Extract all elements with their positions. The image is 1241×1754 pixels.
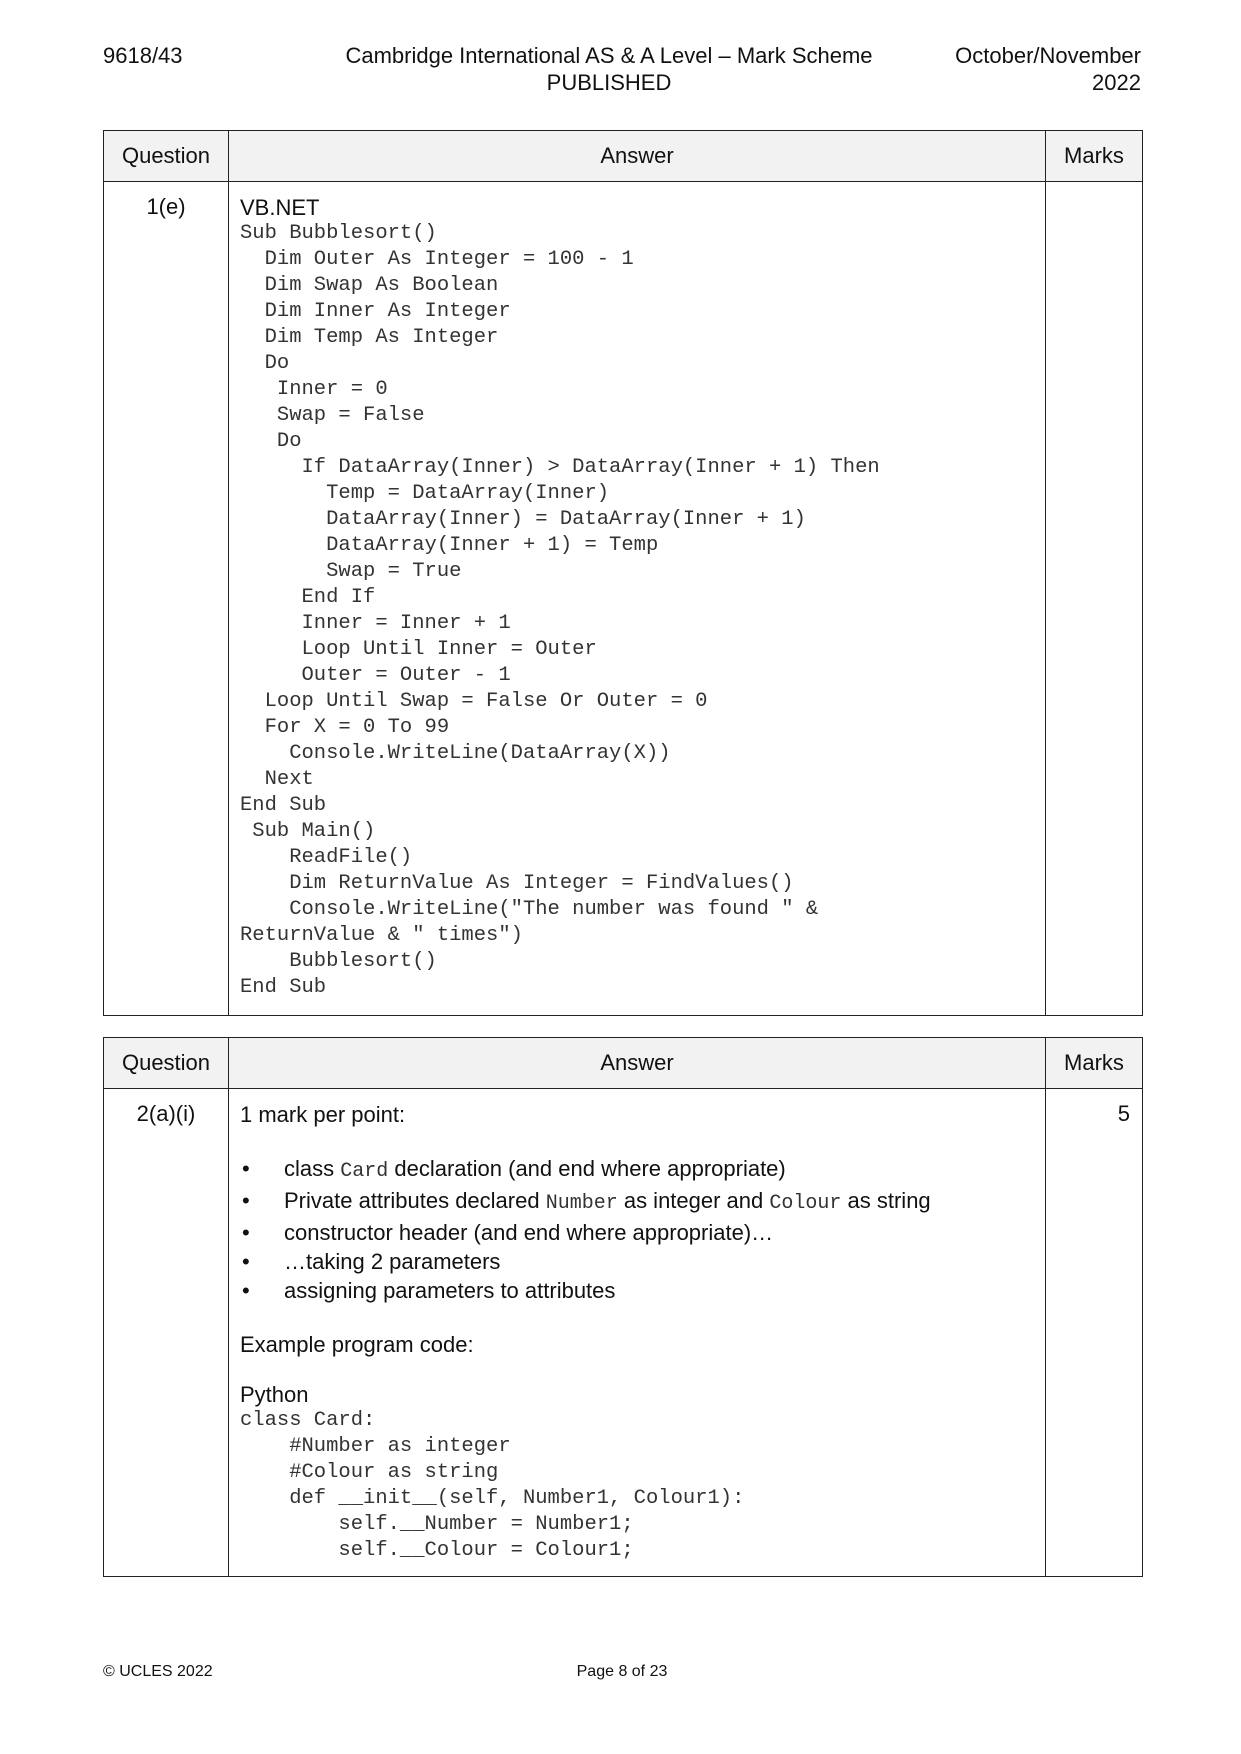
mark-intro: 1 mark per point: [240,1102,406,1127]
mark-points-list [240,1154,1035,1305]
list-item: • assigning parameters to attributes [284,1276,1035,1305]
table-header-row [104,1038,1143,1089]
marks-value: 5 [1046,1089,1143,1577]
answer-header: Answer [229,131,1046,182]
python-code-block: class Card: #Number as integer #Colour as string def __init__(self, Number1, Colour1): self.__Number = Number1; self.__Colour = Colour1; [240,1409,745,1562]
language-label: VB.NET [240,195,320,220]
table-header-row [104,131,1143,182]
inline-code: Card [340,1160,389,1183]
list-item: • constructor header (and end where appropriate)… [284,1218,1035,1247]
page-header [103,42,1141,102]
session-month: October/November [955,43,1141,68]
bullet-text: as string [841,1188,931,1213]
header-subtitle: PUBLISHED [546,70,672,95]
inline-code: Number [545,1192,618,1215]
copyright: © UCLES 2022 [103,1663,213,1680]
exam-session [955,42,1141,96]
question-header: Question [104,131,229,182]
list-item [284,1154,1035,1186]
header-title: Cambridge International AS & A Level – Mark Scheme [345,43,873,68]
list-item [284,1186,1035,1218]
question-number: 2(a)(i) [104,1089,229,1577]
paper-code: 9618/43 [103,43,183,68]
bullet-text: Private attributes declared [284,1188,546,1213]
answer-cell [229,182,1046,1016]
question-header: Question [104,1038,229,1089]
vbnet-code-block: Sub Bubblesort() Dim Outer As Integer = 100 - 1 Dim Swap As Boolean Dim Inner As Integer Dim Temp As Integer Do Inner = 0 Swap = False Do If DataArray(Inner) > DataArray(Inner + 1) Then Temp = DataArray(Inner) DataArray(Inner) = DataArray(Inner + 1) DataArray(Inner + 1) = Temp Swap = True End If Inner = Inner + 1 Loop Until Inner = Outer Outer = Outer - 1 Loop Until Swap = False Or Outer = 0 For X = 0 To 99 Console.WriteLine(DataArray(X)) Next End Sub Sub Main() ReadFile() Dim ReturnValue As Integer = FindValues() Console.WriteLine("The number was found " & ReturnValue & " times") Bubblesort() End Sub [240,222,880,999]
table-row [104,1089,1143,1577]
inline-code: Colour [769,1192,842,1215]
language-label: Python [240,1382,309,1407]
mark-scheme-table-2ai [103,1037,1143,1577]
table-row [104,182,1143,1016]
bullet-text: declaration (and end where appropriate) [388,1156,786,1181]
session-year: 2022 [1092,70,1141,95]
page-number: Page 8 of 23 [576,1663,668,1680]
marks-header: Marks [1046,131,1143,182]
question-number: 1(e) [104,182,229,1016]
marks-header: Marks [1046,1038,1143,1089]
mark-scheme-table-1e [103,130,1143,1016]
answer-header: Answer [229,1038,1046,1089]
answer-cell [229,1089,1046,1577]
example-label: Example program code: [240,1332,474,1357]
bullet-text: class [284,1156,341,1181]
bullet-text: as integer and [617,1188,770,1213]
marks-value [1046,182,1143,1016]
list-item: • …taking 2 parameters [284,1247,1035,1276]
